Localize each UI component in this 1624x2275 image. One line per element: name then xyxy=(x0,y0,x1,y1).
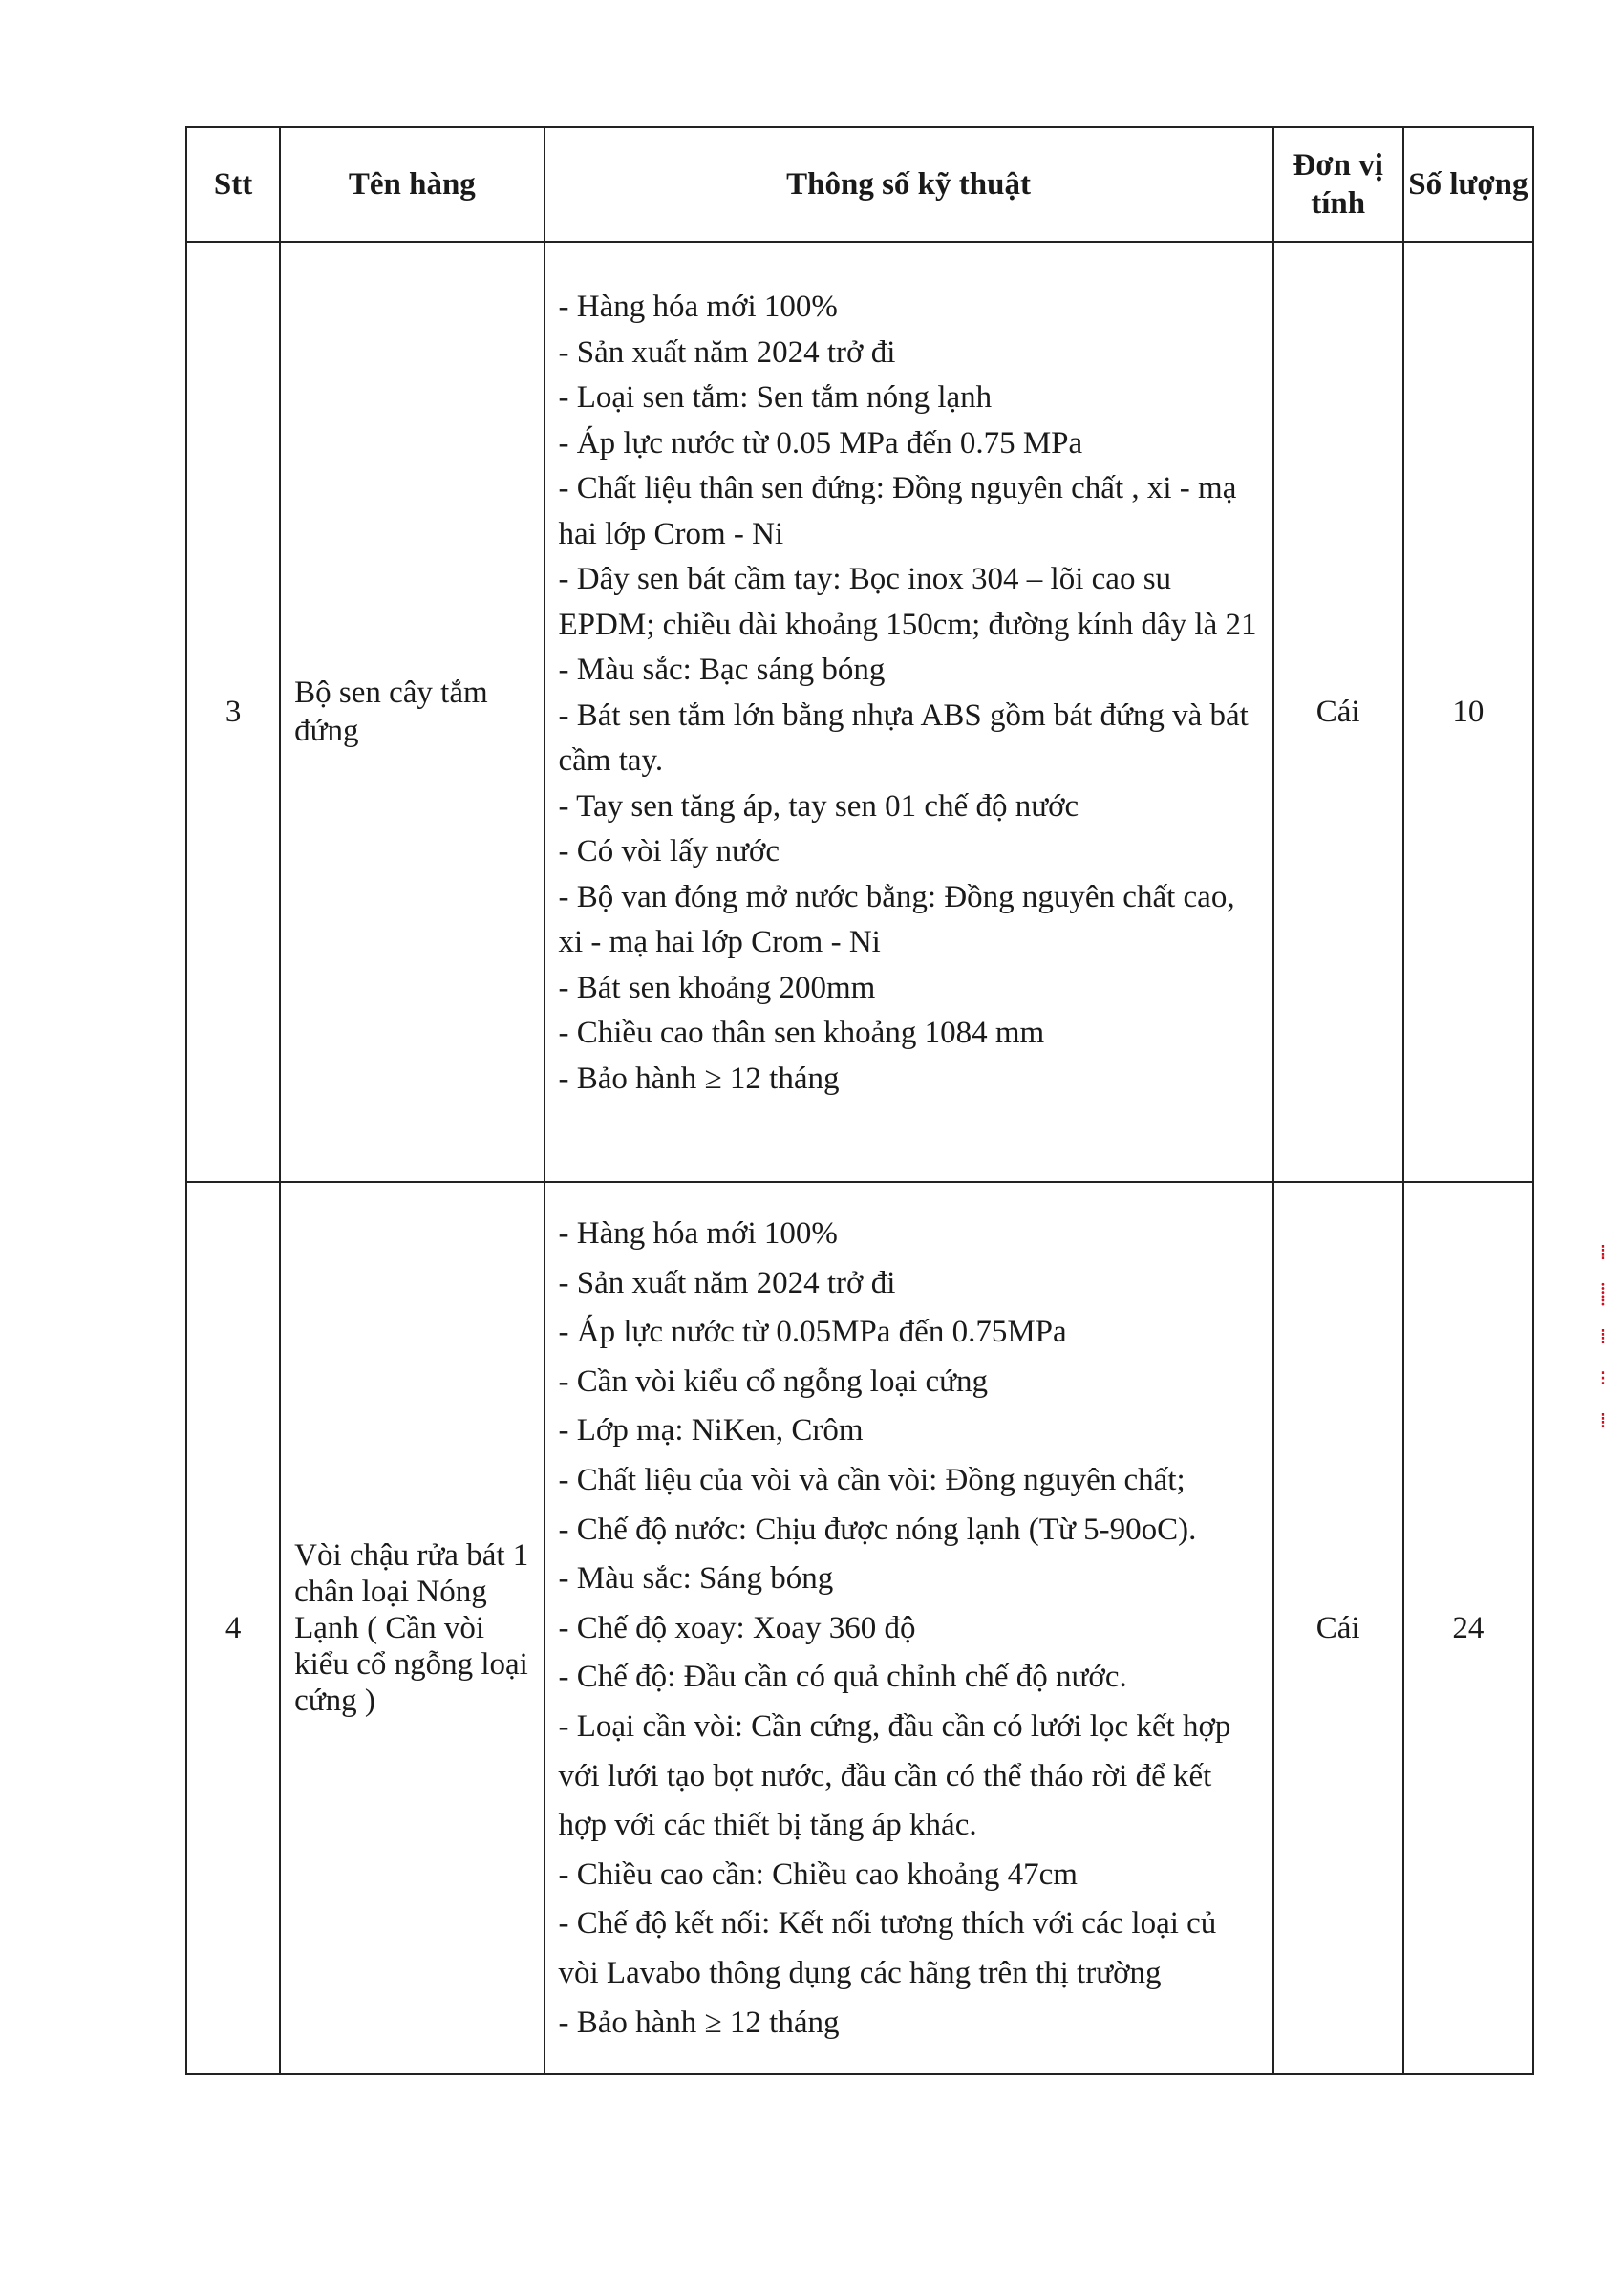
spec-item: - Chất liệu thân sen đứng: Đồng nguyên chất , xi - mạ hai lớp Crom - Ni xyxy=(558,471,1237,551)
spec-item: - Chiều cao thân sen khoảng 1084 mm xyxy=(558,1016,1045,1050)
spec-list xyxy=(545,1183,1272,2048)
spec-item: - Bảo hành ≥ 12 tháng xyxy=(558,2005,840,2040)
spec-item: - Loại sen tắm: Sen tắm nóng lạnh xyxy=(558,380,993,415)
spec-item: - Lớp mạ: NiKen, Crôm xyxy=(558,1413,864,1449)
spec-item: - Hàng hóa mới 100% xyxy=(558,1216,838,1251)
row-name: Vòi chậu rửa bát 1 chân loại Nóng Lạnh ( Cần vòi kiểu cổ ngỗng loại cứng ) xyxy=(280,1182,544,2074)
header-stt: Stt xyxy=(186,127,280,242)
row-name: Bộ sen cây tắm đứng xyxy=(280,242,544,1182)
spec-item: - Bát sen tắm lớn bằng nhựa ABS gồm bát đứng và bát cầm tay. xyxy=(558,698,1249,778)
spec-item: - Chế độ nước: Chịu được nóng lạnh (Từ 5-90oC). xyxy=(558,1512,1197,1547)
spec-table xyxy=(185,126,1534,2075)
spec-item: - Màu sắc: Bạc sáng bóng xyxy=(558,653,886,687)
spec-item: - Bảo hành ≥ 12 tháng xyxy=(558,1061,840,1096)
table-row xyxy=(186,242,1533,1182)
margin-stamp-mark: ⁞ ⸽ ⁞ ⁝ ⁞ xyxy=(1599,1241,1607,1433)
spec-item: - Màu sắc: Sáng bóng xyxy=(558,1561,834,1597)
row-stt: 4 xyxy=(186,1182,280,2074)
spec-item: - Chế độ kết nối: Kết nối tương thích với các loại củ vòi Lavabo thông dụng các hãng trên thị trường xyxy=(558,1906,1217,1990)
header-spec: Thông số kỹ thuật xyxy=(545,127,1273,242)
spec-item: - Tay sen tăng áp, tay sen 01 chế độ nước xyxy=(558,788,1079,824)
spec-item: - Loại cần vòi: Cần cứng, đầu cần có lưới lọc kết hợp với lưới tạo bọt nước, đầu cần có thể tháo rời để kết hợp với các thiết bị tăng áp khác. xyxy=(558,1708,1231,1843)
row-unit: Cái xyxy=(1273,1182,1403,2074)
table-row xyxy=(186,1182,1533,2074)
header-unit: Đơn vị tính xyxy=(1273,127,1403,242)
spec-item: - Sản xuất năm 2024 trở đi xyxy=(558,1265,896,1300)
spec-item: - Dây sen bát cầm tay: Bọc inox 304 – lõi cao su EPDM; chiều dài khoảng 150cm; đường kính dây là 21 xyxy=(558,562,1257,642)
spec-item: - Sản xuất năm 2024 trở đi xyxy=(558,334,896,370)
spec-item: - Chế độ xoay: Xoay 360 độ xyxy=(558,1610,916,1645)
spec-item: - Chiều cao cần: Chiều cao khoảng 47cm xyxy=(558,1856,1078,1892)
header-name: Tên hàng xyxy=(280,127,544,242)
spec-item: - Có vòi lấy nước xyxy=(558,834,780,869)
header-qty: Số lượng xyxy=(1403,127,1533,242)
spec-item: - Chất liệu của vòi và cần vòi: Đồng nguyên chất; xyxy=(558,1462,1186,1497)
spec-list xyxy=(545,243,1272,1102)
spec-item: - Áp lực nước từ 0.05MPa đến 0.75MPa xyxy=(558,1315,1067,1350)
spec-item: - Hàng hóa mới 100% xyxy=(558,290,838,324)
row-stt: 3 xyxy=(186,242,280,1182)
spec-item: - Bát sen khoảng 200mm xyxy=(558,970,876,1005)
row-specs xyxy=(545,242,1273,1182)
row-unit: Cái xyxy=(1273,242,1403,1182)
header-row xyxy=(186,127,1533,242)
row-qty: 10 xyxy=(1403,242,1533,1182)
spec-item: - Cần vòi kiểu cổ ngỗng loại cứng xyxy=(558,1363,989,1399)
spec-item: - Chế độ: Đầu cần có quả chỉnh chế độ nước. xyxy=(558,1660,1127,1695)
row-qty: 24 xyxy=(1403,1182,1533,2074)
spec-item: - Bộ van đóng mở nước bằng: Đồng nguyên chất cao, xi - mạ hai lớp Crom - Ni xyxy=(558,879,1235,959)
spec-item: - Áp lực nước từ 0.05 MPa đến 0.75 MPa xyxy=(558,425,1083,461)
row-specs xyxy=(545,1182,1273,2074)
